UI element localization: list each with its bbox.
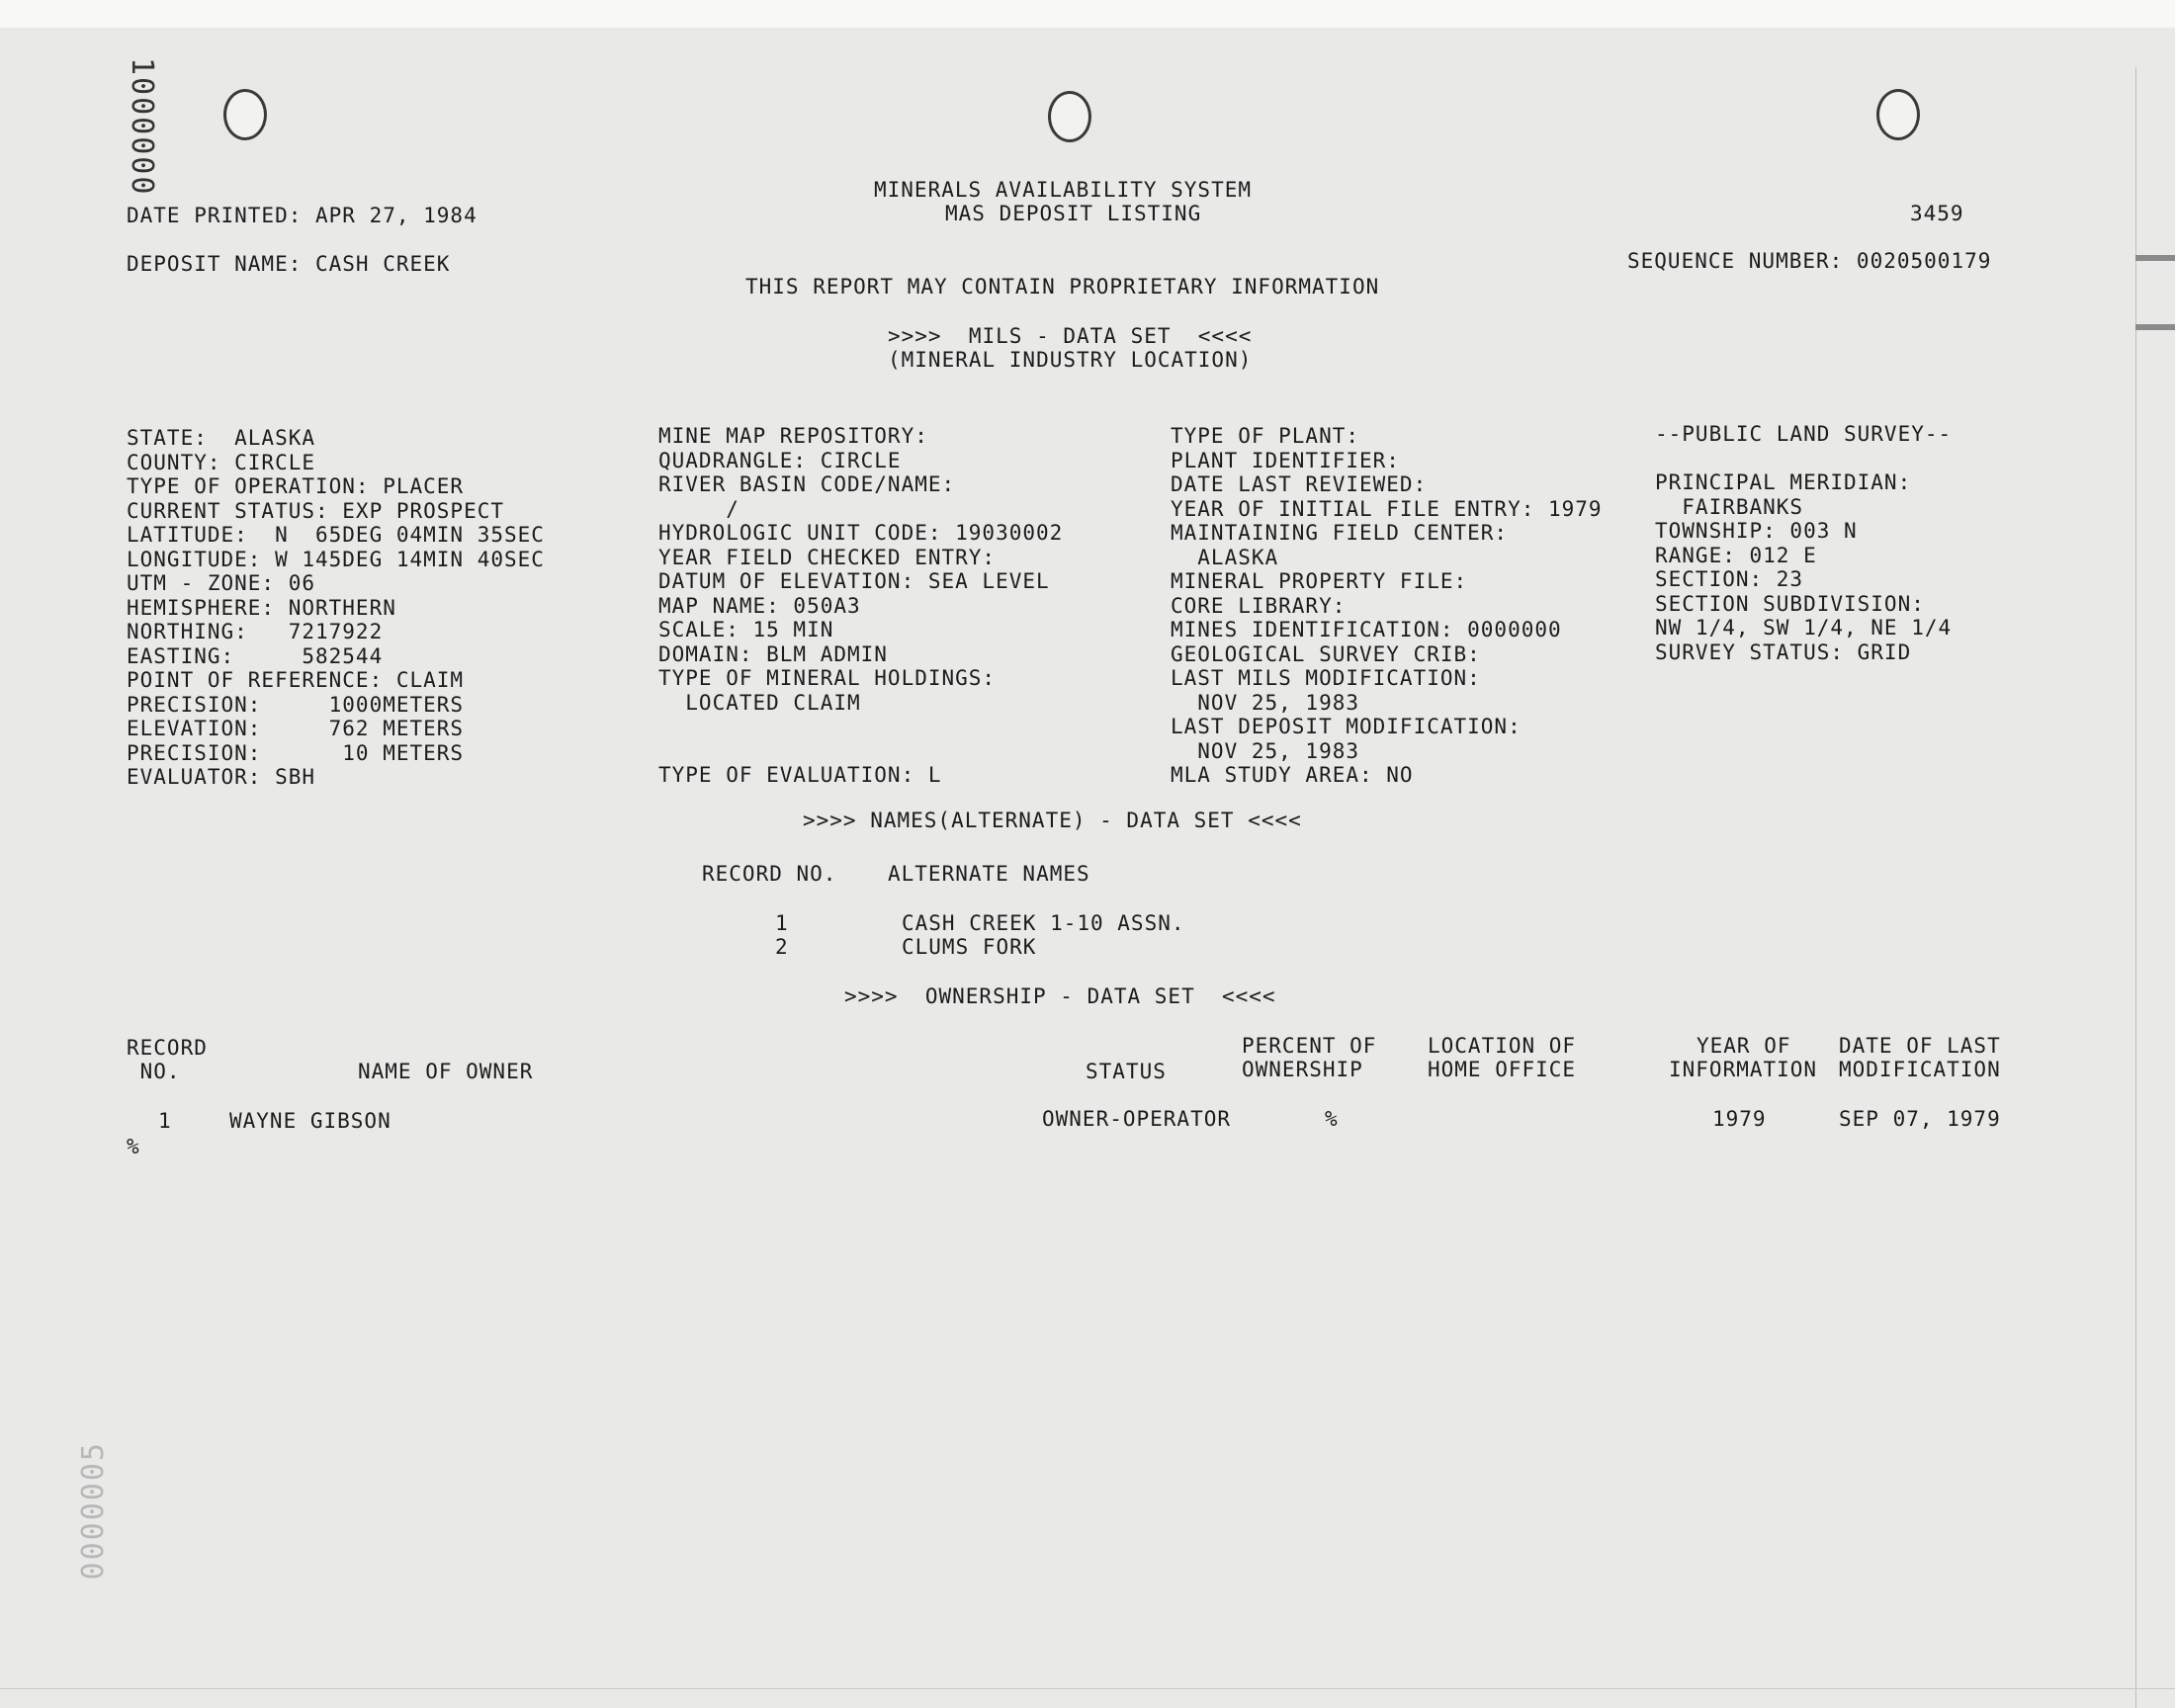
mils-field: PRECISION: 1000METERS: [127, 692, 465, 717]
land-survey-field: FAIRBANKS: [1655, 494, 1804, 519]
names-row-name: CLUMS FORK: [902, 935, 1037, 959]
mils-field: LAST DEPOSIT MODIFICATION:: [1171, 715, 1522, 738]
mils-field: MINE MAP REPOSITORY:: [658, 424, 928, 448]
land-survey-field: RANGE: 012 E: [1655, 543, 1817, 567]
ownership-trailer: %: [127, 1135, 140, 1158]
names-row-name: CASH CREEK 1-10 ASSN.: [902, 911, 1185, 935]
ownership-row-number: 1: [158, 1109, 172, 1133]
mils-field: LONGITUDE: W 145DEG 14MIN 40SEC: [127, 547, 545, 571]
mils-field: NOV 25, 1983: [1171, 738, 1360, 763]
proprietary-notice: THIS REPORT MAY CONTAIN PROPRIETARY INFORMATION: [745, 275, 1380, 299]
ownership-col-percent: PERCENT OF: [1242, 1034, 1377, 1058]
mils-field: TYPE OF PLANT:: [1171, 424, 1360, 448]
mils-field: TYPE OF OPERATION: PLACER: [127, 474, 465, 498]
ownership-row-year: 1979: [1712, 1107, 1767, 1131]
mils-field: LOCATED CLAIM: [658, 690, 861, 715]
mils-field: LAST MILS MODIFICATION:: [1171, 666, 1481, 690]
names-col-record: RECORD NO.: [702, 862, 837, 886]
ownership-row-status: OWNER-OPERATOR: [1042, 1107, 1232, 1131]
names-row-number: 1: [775, 911, 789, 935]
mils-field: PRECISION: 10 METERS: [127, 740, 465, 765]
mils-field: NOV 25, 1983: [1171, 690, 1360, 715]
land-survey-field: PRINCIPAL MERIDIAN:: [1655, 470, 1912, 494]
deposit-name: DEPOSIT NAME: CASH CREEK: [127, 252, 451, 276]
names-col-alternate: ALTERNATE NAMES: [888, 862, 1090, 886]
ownership-col-date-2: MODIFICATION: [1839, 1058, 2001, 1081]
names-row-number: 2: [775, 935, 789, 959]
edge-mark: [2135, 324, 2175, 330]
punch-hole-center: [1048, 91, 1091, 142]
frame-stamp-bottom: 0000005: [76, 1441, 111, 1580]
mils-field: LATITUDE: N 65DEG 04MIN 35SEC: [127, 523, 545, 547]
mils-field: DATUM OF ELEVATION: SEA LEVEL: [658, 569, 1050, 593]
mils-field: STATE: ALASKA: [127, 426, 316, 450]
mils-field: YEAR OF INITIAL FILE ENTRY: 1979: [1171, 496, 1603, 521]
land-survey-field: TOWNSHIP: 003 N: [1655, 519, 1858, 543]
mils-field: TYPE OF MINERAL HOLDINGS:: [658, 666, 997, 690]
mils-field: SCALE: 15 MIN: [658, 618, 834, 641]
land-survey-field: SECTION: 23: [1655, 567, 1804, 591]
listing-title: MAS DEPOSIT LISTING: [945, 202, 1202, 225]
ownership-row-percent: %: [1325, 1107, 1339, 1131]
bottom-rule: [0, 1688, 2175, 1689]
mils-field: EVALUATOR: SBH: [127, 765, 316, 789]
ownership-col-date: DATE OF LAST: [1839, 1034, 2001, 1058]
mils-field: EASTING: 582544: [127, 643, 384, 668]
mils-field: CURRENT STATUS: EXP PROSPECT: [127, 498, 505, 523]
frame-stamp-top: 1000000: [125, 57, 159, 197]
land-survey-field: SECTION SUBDIVISION:: [1655, 591, 1925, 616]
system-title: MINERALS AVAILABILITY SYSTEM: [874, 178, 1253, 202]
mils-field: ALASKA: [1171, 545, 1279, 569]
mils-field: MINES IDENTIFICATION: 0000000: [1171, 618, 1562, 641]
mils-field: HEMISPHERE: NORTHERN: [127, 595, 396, 620]
punch-hole-right: [1876, 89, 1920, 140]
mils-field: HYDROLOGIC UNIT CODE: 19030002: [658, 521, 1064, 545]
mils-subheading: (MINERAL INDUSTRY LOCATION): [888, 348, 1253, 372]
ownership-col-status: STATUS: [1086, 1060, 1167, 1083]
page-number: 3459: [1910, 202, 1964, 225]
mils-field: PLANT IDENTIFIER:: [1171, 448, 1400, 472]
date-printed: DATE PRINTED: APR 27, 1984: [127, 204, 478, 227]
mils-field: UTM - ZONE: 06: [127, 571, 316, 595]
land-survey-field: NW 1/4, SW 1/4, NE 1/4: [1655, 616, 1953, 640]
mils-field: MAP NAME: 050A3: [658, 593, 861, 618]
mils-field: POINT OF REFERENCE: CLAIM: [127, 668, 465, 692]
page-edge: [2135, 67, 2136, 1708]
mils-field: MINERAL PROPERTY FILE:: [1171, 569, 1468, 593]
mils-field: RIVER BASIN CODE/NAME:: [658, 472, 956, 496]
mils-field: COUNTY: CIRCLE: [127, 450, 316, 474]
mils-field: /: [658, 496, 740, 521]
edge-mark: [2135, 255, 2175, 261]
ownership-col-location: LOCATION OF: [1428, 1034, 1577, 1058]
ownership-col-percent-2: OWNERSHIP: [1242, 1058, 1363, 1081]
ownership-heading: >>>> OWNERSHIP - DATA SET <<<<: [844, 984, 1276, 1008]
mils-field: QUADRANGLE: CIRCLE: [658, 448, 902, 472]
mils-field: DATE LAST REVIEWED:: [1171, 472, 1428, 496]
land-survey-field: SURVEY STATUS: GRID: [1655, 640, 1912, 664]
mils-field: YEAR FIELD CHECKED ENTRY:: [658, 545, 997, 569]
ownership-col-record: RECORD: [127, 1036, 208, 1060]
mils-field: GEOLOGICAL SURVEY CRIB:: [1171, 641, 1481, 666]
ownership-col-record-no: NO.: [127, 1060, 181, 1083]
mils-field: CORE LIBRARY:: [1171, 593, 1347, 618]
ownership-row-date: SEP 07, 1979: [1839, 1107, 2001, 1131]
ownership-col-year-2: INFORMATION: [1669, 1058, 1818, 1081]
ownership-col-name: NAME OF OWNER: [358, 1060, 534, 1083]
ownership-col-year: YEAR OF: [1696, 1034, 1791, 1058]
mils-field: TYPE OF EVALUATION: L: [658, 763, 942, 787]
land-survey-field: --PUBLIC LAND SURVEY--: [1655, 422, 1953, 446]
ownership-col-location-2: HOME OFFICE: [1428, 1058, 1577, 1081]
mils-field: NORTHING: 7217922: [127, 620, 384, 643]
names-heading: >>>> NAMES(ALTERNATE) - DATA SET <<<<: [803, 809, 1302, 832]
mils-heading: >>>> MILS - DATA SET <<<<: [888, 324, 1253, 348]
punch-hole-left: [223, 89, 267, 140]
mils-field: MAINTAINING FIELD CENTER:: [1171, 521, 1509, 545]
sequence-number: SEQUENCE NUMBER: 0020500179: [1627, 249, 1992, 273]
mils-field: DOMAIN: BLM ADMIN: [658, 641, 888, 666]
mils-field: MLA STUDY AREA: NO: [1171, 763, 1414, 787]
ownership-row-owner: WAYNE GIBSON: [229, 1109, 392, 1133]
mils-field: ELEVATION: 762 METERS: [127, 717, 465, 740]
